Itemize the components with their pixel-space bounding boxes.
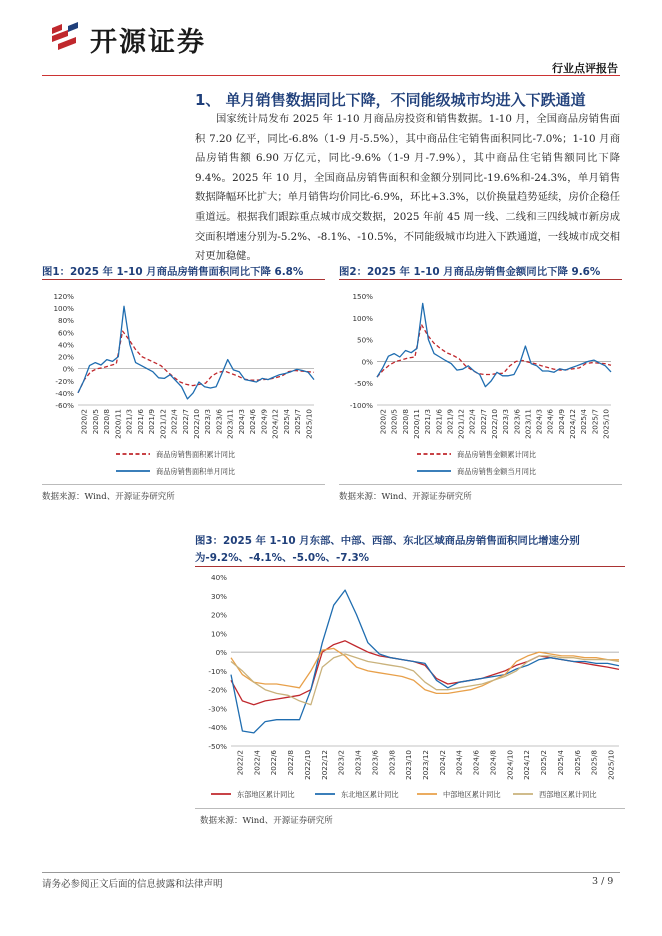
x-tick-label: 2024/4 (454, 750, 464, 776)
x-tick-label: 2022/4 (169, 409, 179, 435)
y-tick-label: 40% (211, 573, 227, 582)
series-line-1 (377, 324, 611, 377)
section-paragraph: 国家统计局发布 2025 年 1-10 月商品房投资和销售数据。1-10 月，全国商品房销售面积 7.20 亿平，同比-6.8%（1-9 月-5.5%），其中商品住宅销售面积同比-7.0%；1-10 月商品房销售额 6.90 万亿元，同比-9.6%（1-9 月-7.9%），其中商品住宅销售额同比下降 9.4%。2025 年 10 月，全国商品房销售面积和金额分别同比-19.6%和-24.3%，单月销售数据降幅环比扩大；单月销售均价同比-6.9%，环比+3.3%，以价换量趋势延续，房价企稳任重道远。根据我们跟踪重点城市成交数据，2025 年前 45 周一线、二线和三四线城市新房成交面积增速分别为-5.2%、-8.1%、-10.5%，不同能级城市均进入下跌通道，一线城市成交相对更加稳健。 (195, 113, 620, 263)
series-line-1 (78, 331, 314, 393)
x-tick-label: 2022/4 (467, 409, 477, 435)
x-tick-label: 2023/6 (214, 409, 224, 435)
fig1-title: 图1：2025 年 1-10 月商品房销售面积同比下降 6.8% (42, 266, 304, 278)
fig3-source: 数据来源：Wind、开源证券研究所 (200, 816, 333, 826)
x-tick-label: 2021/12 (456, 409, 466, 439)
fig2-title: 图2：2025 年 1-10 月商品房销售金额同比下降 9.6% (339, 266, 601, 278)
x-tick-label: 2025/4 (555, 750, 565, 776)
x-tick-label: 2022/8 (286, 750, 296, 776)
x-tick-label: 2025/7 (590, 409, 600, 435)
legend-label: 商品房销售面积单月同比 (156, 467, 236, 476)
x-tick-label: 2023/10 (404, 750, 414, 780)
logo (48, 18, 268, 58)
x-tick-label: 2025/4 (281, 409, 291, 435)
x-tick-label: 2024/9 (259, 409, 269, 435)
logo-name: 开源证券 (90, 27, 206, 58)
x-tick-label: 2020/11 (412, 409, 421, 439)
y-tick-label: -100% (349, 401, 373, 410)
fig2-rule (339, 279, 622, 280)
legend-label: 东北地区累计同比 (341, 790, 399, 799)
x-tick-label: 2024/9 (556, 409, 566, 435)
x-tick-label: 2021/3 (124, 409, 134, 435)
report-type: 行业点评报告 (552, 62, 618, 75)
x-tick-label: 2025/10 (601, 409, 611, 439)
x-tick-label: 2024/12 (270, 409, 280, 439)
x-tick-label: 2023/2 (336, 750, 346, 776)
fig1-chart (42, 282, 325, 482)
x-tick-label: 2025/7 (293, 409, 303, 435)
legend-label: 东部地区累计同比 (237, 790, 295, 799)
y-tick-label: 120% (53, 292, 74, 301)
y-tick-label: -20% (55, 376, 74, 386)
x-tick-label: 2022/2 (235, 750, 245, 776)
x-tick-label: 2024/12 (522, 750, 532, 780)
fig2-source: 数据来源：Wind、开源证券研究所 (339, 492, 472, 502)
x-tick-label: 2025/10 (304, 409, 314, 439)
series-line-3 (231, 648, 619, 693)
page-number: 3 / 9 (592, 876, 614, 887)
y-tick-label: 60% (58, 328, 74, 338)
fig1-bottom-rule (42, 484, 325, 485)
x-tick-label: 2020/2 (378, 409, 388, 435)
fig3-title: 图3：2025 年 1-10 月东部、中部、西部、东北区域商品房销售面积同比增速分别为-9.2%、-4.1%、-5.0%、-7.3% (195, 535, 580, 564)
x-tick-label: 2021/6 (135, 409, 145, 435)
footer-disclaimer: 请务必参阅正文后面的信息披露和法律声明 (42, 879, 223, 890)
y-tick-label: -50% (354, 379, 373, 389)
logo-mark-icon (48, 22, 84, 54)
x-tick-label: 2023/6 (370, 750, 380, 776)
y-tick-label: -10% (208, 666, 227, 676)
legend-label: 中部地区累计同比 (443, 790, 501, 799)
x-tick-label: 2020/5 (389, 409, 399, 435)
x-tick-label: 2022/6 (269, 750, 279, 776)
y-tick-label: 150% (352, 292, 373, 301)
y-tick-label: -40% (208, 723, 227, 733)
y-tick-label: -40% (55, 388, 74, 398)
x-tick-label: 2024/6 (471, 750, 481, 776)
x-tick-label: 2023/8 (387, 750, 397, 776)
y-tick-label: 50% (357, 335, 373, 345)
fig2-bottom-rule (339, 484, 622, 485)
y-tick-label: 0% (361, 357, 373, 367)
footer-rule (42, 872, 620, 873)
x-tick-label: 2024/8 (488, 750, 498, 776)
legend-label: 商品房销售面积累计同比 (156, 450, 236, 459)
y-tick-label: 30% (211, 591, 227, 601)
legend-label: 西部地区累计同比 (539, 790, 597, 799)
y-tick-label: 20% (58, 352, 74, 362)
x-tick-label: 2021/12 (158, 409, 168, 439)
y-tick-label: -60% (55, 401, 74, 410)
x-tick-label: 2023/4 (353, 750, 363, 776)
x-tick-label: 2023/11 (225, 409, 235, 439)
x-tick-label: 2023/3 (501, 409, 511, 435)
x-tick-label: 2022/7 (478, 409, 488, 435)
x-tick-label: 2023/12 (421, 750, 430, 780)
legend-label: 商品房销售金额当月同比 (457, 467, 537, 476)
section-title: 1、 单月销售数据同比下降，不同能级城市均进入下跌通道 (195, 91, 586, 109)
x-tick-label: 2024/2 (437, 750, 447, 776)
y-tick-label: -20% (208, 685, 227, 695)
x-tick-label: 2020/5 (90, 409, 100, 435)
x-tick-label: 2020/2 (79, 409, 89, 435)
x-tick-label: 2022/10 (302, 750, 312, 780)
fig3-rule (195, 566, 625, 567)
y-tick-label: 40% (58, 340, 74, 350)
legend-label: 商品房销售金额累计同比 (457, 450, 537, 459)
header-rule (42, 75, 620, 76)
x-tick-label: 2025/2 (539, 750, 549, 776)
fig2-chart (339, 282, 622, 482)
x-tick-label: 2022/4 (252, 750, 262, 776)
x-tick-label: 2025/10 (606, 750, 616, 780)
y-tick-label: -50% (208, 742, 227, 751)
x-tick-label: 2024/12 (568, 409, 577, 439)
y-tick-label: 0% (215, 648, 227, 658)
x-tick-label: 2024/6 (248, 409, 258, 435)
series-line-2 (231, 590, 619, 733)
x-tick-label: 2024/6 (545, 409, 555, 435)
x-tick-label: 2025/8 (589, 750, 599, 776)
series-line-1 (231, 641, 619, 705)
x-tick-label: 2022/12 (319, 750, 329, 780)
x-tick-label: 2025/6 (572, 750, 582, 776)
x-tick-label: 2023/3 (203, 409, 213, 435)
x-tick-label: 2021/9 (147, 409, 157, 435)
x-tick-label: 2020/8 (400, 409, 410, 435)
x-tick-label: 2022/7 (180, 409, 190, 435)
x-tick-label: 2025/4 (579, 409, 589, 435)
x-tick-label: 2020/8 (102, 409, 112, 435)
fig3-chart (195, 568, 625, 808)
x-tick-label: 2020/11 (113, 409, 123, 439)
y-tick-label: 80% (58, 316, 74, 326)
y-tick-label: 10% (211, 629, 227, 639)
x-tick-label: 2022/10 (192, 409, 201, 439)
x-tick-label: 2021/6 (434, 409, 444, 435)
y-tick-label: 0% (62, 364, 74, 374)
x-tick-label: 2024/3 (534, 409, 544, 435)
y-tick-label: 100% (53, 304, 74, 314)
y-tick-label: 100% (352, 313, 373, 323)
y-tick-label: 20% (211, 610, 227, 620)
x-tick-label: 2021/3 (423, 409, 433, 435)
x-tick-label: 2023/11 (523, 409, 533, 439)
x-tick-label: 2022/10 (490, 409, 499, 439)
x-tick-label: 2021/9 (445, 409, 455, 435)
x-tick-label: 2024/3 (236, 409, 246, 435)
y-tick-label: -30% (208, 704, 227, 714)
series-line-2 (78, 306, 314, 399)
x-tick-label: 2024/10 (505, 750, 515, 780)
fig1-rule (42, 279, 325, 280)
fig3-bottom-rule (195, 808, 625, 809)
fig1-source: 数据来源：Wind、开源证券研究所 (42, 492, 175, 502)
x-tick-label: 2023/6 (512, 409, 522, 435)
